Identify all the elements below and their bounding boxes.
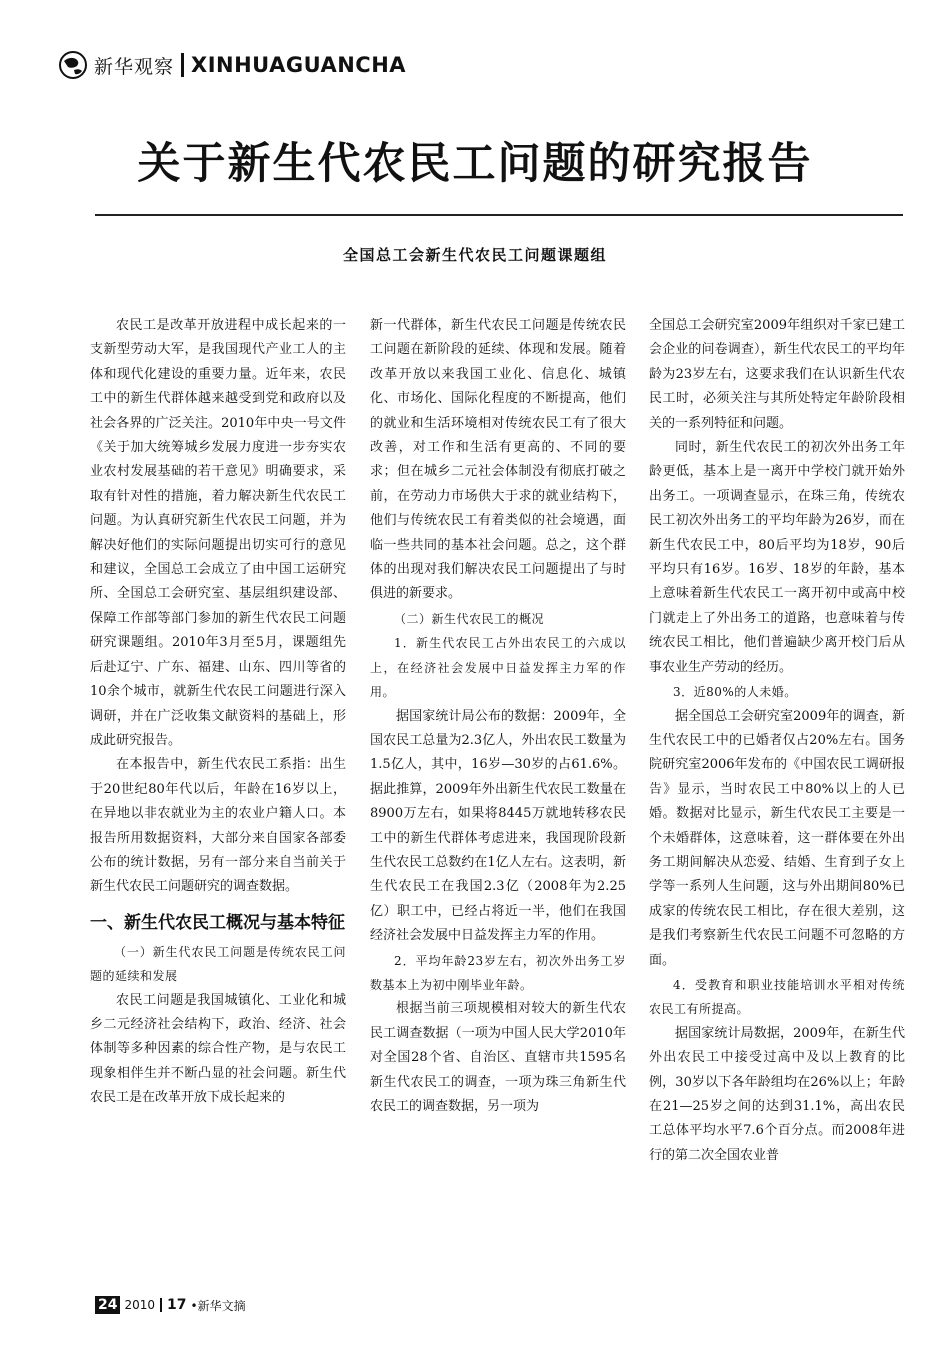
paragraph: 新一代群体，新生代农民工问题是传统农民工问题在新阶段的延续、体现和发展。随着改革开放以来我国工业化、信息化、城镇化、市场化、国际化程度的不断提高，他们的就业和生活环境相对传统农民工有了很大改善，对工作和生活有更高的、不同的要求；但在城乡二元社会体制没有彻底打破之前，在劳动力市场供大于求的就业结构下，他们与传统农民工有着类似的社会境遇，面临一些共同的基本社会问题。总之，这个群体的出现对我们解决农民工问题提出了与时俱进的新要求。 bbox=[370, 318, 626, 602]
xinhua-globe-logo-icon bbox=[58, 50, 88, 80]
text-column-3 bbox=[649, 314, 905, 1292]
title-rule bbox=[95, 214, 903, 216]
paragraph: 据国家统计局公布的数据：2009年，全国农民工总量为2.3亿人，外出农民工数量为1.5亿人，其中，16岁—30岁的占61.6%。据此推算，2009年外出新生代农民工数量在8900万左右，如果将8445万就地转移农民工中的新生代群体考虑进来，我国现阶段新生代农民工总数约在1亿人左右。这表明，新生代农民工在我国2.3亿（2008年为2.25亿）职工中，已经占将近一半，他们在我国经济社会发展中日益发挥主力军的作用。 bbox=[370, 708, 626, 944]
page-footer bbox=[95, 1295, 246, 1315]
section-name-en: XINHUAGUANCHA bbox=[191, 53, 407, 77]
section-name-cn: 新华观察 bbox=[94, 55, 175, 78]
paragraph: 据国家统计局数据，2009年，在新生代外出农民工中接受过高中及以上教育的比例，30岁以下各年龄组均在26%以上；年龄在21—25岁之间的达到31.1%，高出农民工总体平均水平7.6个百分点。而2008年进行的第二次全国农业普 bbox=[649, 1025, 905, 1163]
point-heading: 3．近80%的人未婚。 bbox=[673, 685, 797, 700]
page-number: 24 bbox=[95, 1296, 120, 1314]
paragraph: 在本报告中，新生代农民工系指：出生于20世纪80年代以后，年龄在16岁以上，在异地以非农就业为主的农业户籍人口。本报告所用数据资料，大部分来自国家各部委公布的统计数据，另有一部分来自当前关于新生代农民工问题研究的调查数据。 bbox=[90, 757, 346, 895]
text-column-2 bbox=[370, 314, 626, 1292]
footer-divider bbox=[160, 1298, 162, 1312]
article-title: 关于新生代农民工问题的研究报告 bbox=[137, 139, 813, 189]
section-heading: 一、新生代农民工概况与基本特征 bbox=[90, 912, 345, 933]
section-divider bbox=[181, 53, 184, 77]
point-heading: 4．受教育和职业技能培训水平相对传统农民工有所提高。 bbox=[649, 977, 905, 1017]
paragraph: 据全国总工会研究室2009年的调查，新生代农民工中的已婚者仅占20%左右。国务院研究室2006年发布的《中国农民工调研报告》显示，当时农民工中80%以上的人已婚。数据对比显示，新生代农民工主要是一个未婚群体，这意味着，这一群体要在外出务工期间解决从恋爱、结婚、生育到子女上学等一系列人生问题，这与外出期间80%已成家的传统农民工相比，存在很大差别，这是我们考察新生代农民工问题不可忽略的方面。 bbox=[649, 708, 905, 968]
point-heading: 2．平均年龄23岁左右，初次外出务工岁数基本上为初中刚毕业年龄。 bbox=[370, 953, 626, 992]
paragraph: 全国总工会研究室2009年组织对千家已建工会企业的问卷调查），新生代农民工的平均年龄为23岁左右，这要求我们在认识新生代农民工时，必须关注与其所处特定年龄阶段相关的一系列特征和问题。 bbox=[649, 318, 905, 431]
subsection-heading: （二）新生代农民工的概况 bbox=[394, 611, 545, 626]
footer-year: 2010 bbox=[124, 1298, 156, 1312]
paragraph: 同时，新生代农民工的初次外出务工年龄更低，基本上是一离开中学校门就开始外出务工。一项调查显示，在珠三角，传统农民工初次外出务工的平均年龄为26岁，而在新生代农民工中，80后平均为18岁，90后平均只有16岁。16岁、18岁的年龄，基本上意味着新生代农民工一离开初中或高中校门就走上了外出务工的道路，也意味着与传统农民工相比，他们普遍缺少离开校门后从事农业生产劳动的经历。 bbox=[649, 440, 905, 675]
point-heading: 1．新生代农民工占外出农民工的六成以上，在经济社会发展中日益发挥主力军的作用。 bbox=[370, 636, 626, 700]
footer-journal: •新华文摘 bbox=[190, 1298, 246, 1313]
paragraph: 农民工是改革开放进程中成长起来的一支新型劳动大军，是我国现代产业工人的主体和现代化建设的重要力量。近年来，农民工中的新生代群体越来越受到党和政府以及社会各界的广泛关注。2010年中央一号文件《关于加大统筹城乡发展力度进一步夯实农业农村发展基础的若干意见》明确要求，采取有针对性的措施，着力解决新生代农民工问题。为认真研究新生代农民工问题，并为解决好他们的实际问题提出切实可行的意见和建议，全国总工会成立了由中国工运研究所、全国总工会研究室、基层组织建设部、保障工作部等部门参加的新生代农民工问题研究课题组。2010年3月至5月，课题组先后赴辽宁、广东、福建、山东、四川等省的10余个城市，就新生代农民工问题进行深入调研，并在广泛收集文献资料的基础上，形成此研究报告。 bbox=[90, 318, 346, 748]
article-author: 全国总工会新生代农民工问题课题组 bbox=[342, 246, 607, 264]
text-column-1 bbox=[90, 314, 346, 1292]
section-header bbox=[58, 48, 406, 82]
paragraph: 农民工问题是我国城镇化、工业化和城乡二元经济社会结构下，政治、经济、社会体制等多种因素的综合性产物，是与农民工现象相伴生并不断凸显的社会问题。新生代农民工是在改革开放下成长起来的 bbox=[90, 992, 346, 1106]
footer-issue: 17 bbox=[167, 1297, 187, 1313]
paragraph: 根据当前三项规模相对较大的新生代农民工调查数据（一项为中国人民大学2010年对全国28个省、自治区、直辖市共1595名新生代农民工的调查，一项为珠三角新生代农民工的调查数据，另一项为 bbox=[370, 1001, 626, 1114]
subsection-heading: （一）新生代农民工问题是传统农民工问题的延续和发展 bbox=[90, 944, 346, 984]
